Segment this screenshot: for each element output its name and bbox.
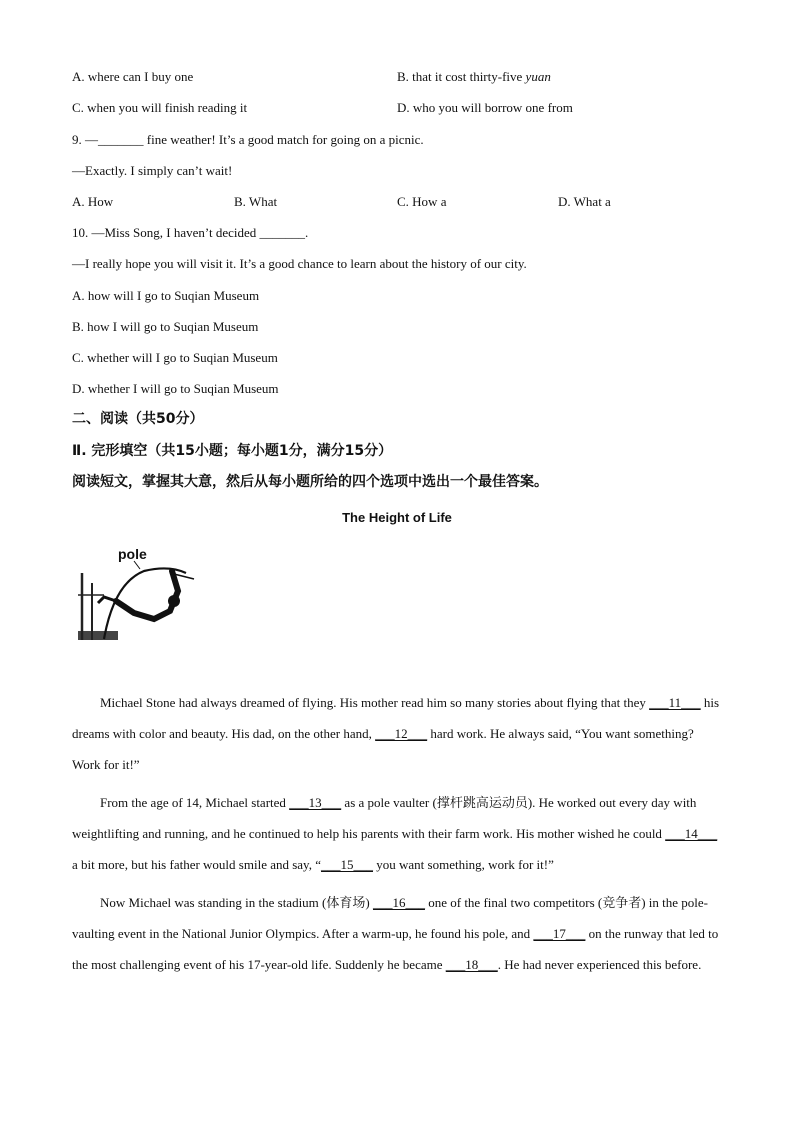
p3-text-4: . He had never experienced this before. [497,957,702,972]
blank-12: ___12___ [375,726,428,741]
q8-option-b-italic: yuan [525,69,551,84]
q9-stem: 9. —_______ fine weather! It’s a good match for going on a picnic. [72,132,424,147]
ground-block [78,631,118,640]
blank-13: ___13___ [289,795,342,810]
pole-vault-illustration [74,543,204,648]
q8-option-a: A. where can I buy one [72,69,194,84]
section-heading: 二、阅读（共50分） [72,411,204,427]
pole-label: pole [118,546,147,562]
p1-text-1: Michael Stone had always dreamed of flying. His mother read him so many stories about flying that they [100,695,650,710]
p1-text-3: hard work. He always said, “You want something? Work for it!” [72,726,694,772]
p3-text-1: Now Michael was standing in the stadium (体育场) [100,895,373,910]
paragraph-1 [72,687,724,780]
q8-option-b [397,69,551,85]
p2-text-4: you want something, work for it!” [373,857,554,872]
label-leader [134,561,140,569]
blank-14: ___14___ [665,826,718,841]
q9-option-d: D. What a [558,194,611,209]
blank-17: ___17___ [533,926,586,941]
athlete-head [168,595,180,607]
blank-18: ___18___ [445,957,498,972]
blank-16: ___16___ [372,895,425,910]
q8-option-d: D. who you will borrow one from [397,100,573,115]
q10-option-c: C. whether will I go to Suqian Museum [72,350,278,365]
paragraph-3 [72,887,724,980]
p2-text-2: as a pole vaulter (撑杆跳高运动员). He worked out every day with weightlifting and running, and he continued to help his parents with their farm work. His mother wished he could [72,795,697,841]
p3-text-3: on the runway that led to the most challenging event of his 17-year-old life. Suddenly he became [72,926,719,972]
q10-stem: 10. —Miss Song, I haven’t decided _______. [72,225,309,240]
p2-text-3: a bit more, but his father would smile and say, “ [72,857,321,872]
q8-option-b-text: B. that it cost thirty-five [397,69,526,84]
p1-text-2: his dreams with color and beauty. His dad, on the other hand, [72,695,720,741]
p3-text-2: one of the final two competitors (竞争者) in the pole-vaulting event in the National Junior Olympics. After a warm-up, he found his pole, and [72,895,709,941]
q10-option-d: D. whether I will go to Suqian Museum [72,381,279,396]
section-subheading: Ⅱ. 完形填空（共15小题；每小题1分，满分15分） [72,443,393,459]
athlete-body [116,571,178,619]
q9-option-b: B. What [234,194,278,209]
passage-title: The Height of Life [342,510,452,525]
paragraph-2 [72,787,724,880]
q10-reply: —I really hope you will visit it. It’s a good chance to learn about the history of our city. [72,256,527,271]
q9-option-c: C. How a [397,194,447,209]
p2-text-1: From the age of 14, Michael started [100,795,290,810]
q10-option-b: B. how I will go to Suqian Museum [72,319,259,334]
q10-option-a: A. how will I go to Suqian Museum [72,288,260,303]
section-instruction: 阅读短文，掌握其大意，然后从每小题所给的四个选项中选出一个最佳答案。 [72,474,548,490]
q8-option-c: C. when you will finish reading it [72,100,248,115]
q9-option-a: A. How [72,194,114,209]
q9-reply: —Exactly. I simply can’t wait! [72,163,233,178]
blank-11: ___11___ [649,695,701,710]
blank-15: ___15___ [321,857,373,872]
